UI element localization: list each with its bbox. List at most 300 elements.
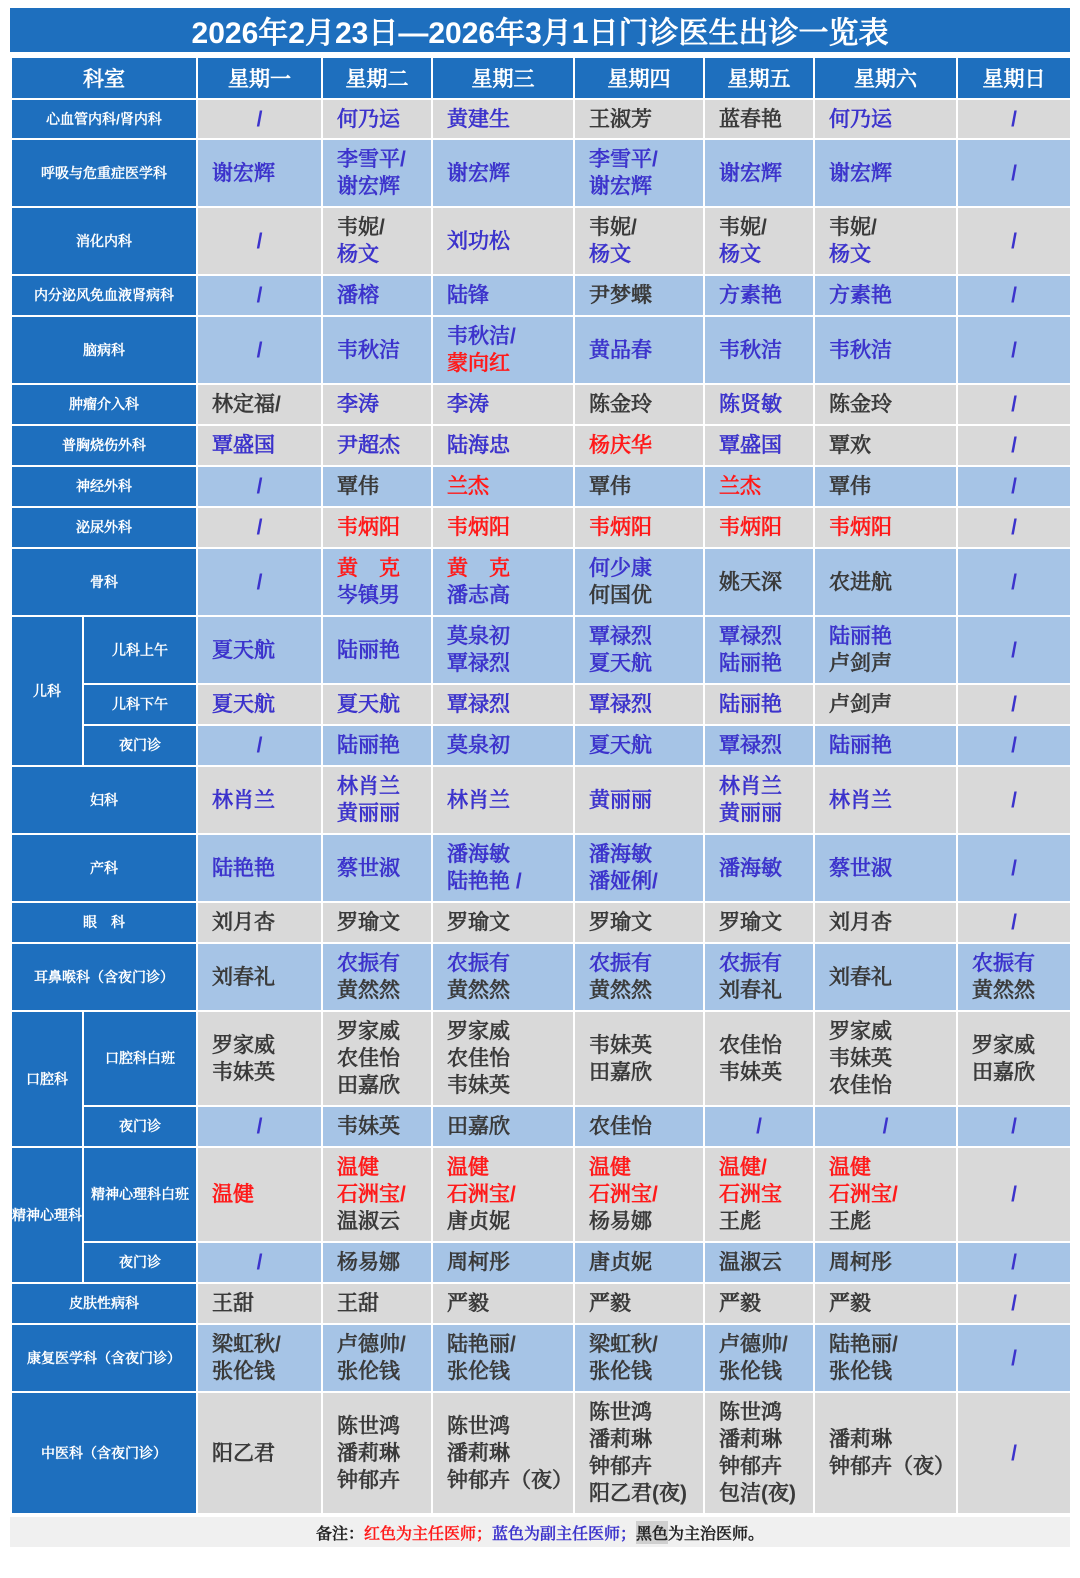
no-clinic-mark: / (256, 229, 263, 253)
schedule-cell (957, 616, 1071, 684)
schedule-cell (432, 384, 574, 425)
doctor-name: 韦妹英 (212, 1060, 275, 1084)
note-blue: 蓝色为副主任医师； (491, 1525, 636, 1543)
doctor-name: 张伦钱 (212, 1360, 275, 1383)
legend-note (10, 1517, 1070, 1547)
department-cell: 心血管内科/肾内科 (11, 99, 197, 139)
doctor-name: 谢宏辉 (337, 175, 400, 198)
doctor-name: 陆丽艳 (719, 693, 782, 716)
doctor-name: 刘春礼 (212, 965, 275, 989)
schedule-cell (704, 725, 814, 766)
schedule-cell (957, 425, 1071, 466)
schedule-cell (432, 507, 574, 548)
doctor-name: 石洲宝/ (337, 1183, 406, 1206)
no-clinic-mark: / (1011, 338, 1017, 362)
doctor-name: 温淑云 (337, 1210, 400, 1233)
no-clinic-mark: / (1011, 911, 1017, 934)
doctor-name: 唐贞妮 (589, 1251, 652, 1274)
schedule-cell (957, 766, 1071, 834)
schedule-cell (197, 834, 322, 902)
schedule-cell (704, 275, 814, 316)
doctor-name: 兰杰 (719, 475, 761, 498)
schedule-cell (322, 1324, 432, 1392)
schedule-row (11, 1283, 1071, 1324)
doctor-name: 温健 (212, 1183, 254, 1206)
department-cell: 中医科（含夜门诊） (11, 1392, 197, 1514)
schedule-cell (957, 834, 1071, 902)
doctor-name: 罗瑜文 (447, 911, 510, 934)
schedule-row (11, 99, 1071, 139)
schedule-cell (704, 1147, 814, 1242)
doctor-name: 夏天航 (212, 693, 275, 716)
schedule-cell (322, 507, 432, 548)
schedule-cell (432, 1392, 574, 1514)
doctor-name: 梁虹秋/ (212, 1333, 281, 1356)
doctor-name: 谢宏辉 (212, 161, 275, 185)
schedule-cell (197, 1106, 322, 1147)
schedule-cell (197, 616, 322, 684)
schedule-cell (957, 207, 1071, 275)
doctor-name: 卢德帅/ (719, 1333, 788, 1356)
schedule-cell (574, 507, 704, 548)
doctor-name: 农振有 (447, 952, 510, 975)
doctor-name: 田嘉欣 (589, 1060, 652, 1084)
note-black-tail: 为主治医师。 (668, 1525, 765, 1543)
doctor-name: 钟郁卉（夜） (447, 1468, 573, 1492)
doctor-name: 陈贤敏 (719, 393, 782, 416)
doctor-name: 兰杰 (447, 475, 489, 498)
doctor-name: 黄然然 (972, 979, 1035, 1002)
doctor-name: 温淑云 (719, 1251, 782, 1274)
doctor-name: 罗瑜文 (337, 911, 400, 934)
doctor-name: 黄然然 (447, 979, 510, 1002)
doctor-name: 陆丽艳 (829, 734, 892, 757)
doctor-name: 温健 (447, 1156, 489, 1179)
schedule-cell (197, 1147, 322, 1242)
doctor-name: 韦炳阳 (719, 516, 782, 539)
doctor-name: 杨庆华 (589, 434, 652, 457)
doctor-name: 卢剑声 (829, 693, 892, 716)
doctor-name: 温健/ (719, 1156, 767, 1179)
schedule-cell (704, 1242, 814, 1283)
schedule-cell (957, 139, 1071, 207)
doctor-name: 张伦钱 (829, 1360, 892, 1383)
schedule-cell (814, 725, 957, 766)
page-title: 2026年2月23日—2026年3月1日门诊医生出诊一览表 (10, 8, 1070, 52)
doctor-name: 潘娅俐/ (589, 870, 658, 893)
department-cell: 肿瘤介入科 (11, 384, 197, 425)
schedule-row (11, 548, 1071, 616)
schedule-cell (814, 425, 957, 466)
doctor-name: 莫泉初 (447, 734, 510, 757)
schedule-cell (574, 1324, 704, 1392)
doctor-name: 韦炳阳 (337, 516, 400, 539)
doctor-name: 农振有 (589, 952, 652, 975)
schedule-cell (704, 1106, 814, 1147)
doctor-name: 罗家威 (337, 1020, 400, 1043)
doctor-name: 田嘉欣 (447, 1115, 510, 1138)
doctor-name: 黄 克 (337, 557, 400, 580)
doctor-name: 李涛 (447, 393, 489, 416)
doctor-name: 林肖兰 (212, 788, 275, 812)
schedule-cell (814, 1283, 957, 1324)
department-cell: 妇科 (11, 766, 197, 834)
doctor-name: 石洲宝/ (447, 1183, 516, 1206)
schedule-cell (814, 616, 957, 684)
doctor-name: 钟郁卉（夜） (829, 1455, 955, 1478)
schedule-cell (574, 316, 704, 384)
schedule-row (11, 766, 1071, 834)
no-clinic-mark: / (1011, 516, 1017, 539)
schedule-cell (704, 902, 814, 943)
doctor-name: 张伦钱 (719, 1360, 782, 1383)
schedule-cell (322, 139, 432, 207)
doctor-name: 潘海敏 (447, 843, 510, 866)
doctor-name: 王甜 (212, 1292, 254, 1315)
schedule-cell (322, 1147, 432, 1242)
schedule-cell (432, 207, 574, 275)
doctor-name: 陆艳丽/ (447, 1333, 516, 1356)
note-red: 红色为主任医师； (363, 1525, 492, 1543)
schedule-cell (197, 425, 322, 466)
doctor-name: 罗家威 (829, 1020, 892, 1043)
schedule-cell (432, 1283, 574, 1324)
doctor-name: 农佳怡 (829, 1074, 892, 1097)
schedule-cell (197, 507, 322, 548)
doctor-name: 岑镇男 (337, 584, 400, 607)
schedule-body (11, 99, 1071, 1514)
doctor-name: 覃伟 (589, 475, 631, 498)
schedule-cell (704, 834, 814, 902)
schedule-cell (322, 466, 432, 507)
doctor-name: 韦秋洁 (337, 338, 400, 362)
no-clinic-mark: / (1011, 475, 1017, 498)
schedule-cell (574, 425, 704, 466)
schedule-cell (704, 943, 814, 1011)
no-clinic-mark: / (256, 1251, 263, 1274)
doctor-name: 陈世鸿 (447, 1414, 510, 1438)
doctor-name: 潘莉琳 (719, 1428, 782, 1451)
doctor-name: 覃禄烈 (719, 734, 782, 757)
doctor-name: 钟郁卉 (589, 1455, 652, 1478)
schedule-cell (322, 384, 432, 425)
doctor-name: 何乃运 (337, 107, 400, 131)
schedule-cell (574, 1283, 704, 1324)
doctor-name: 覃禄烈 (589, 693, 652, 716)
header-row (11, 57, 1071, 99)
schedule-cell (197, 207, 322, 275)
no-clinic-mark: / (256, 570, 263, 594)
doctor-name: 何国优 (589, 584, 652, 607)
schedule-cell (574, 548, 704, 616)
schedule-row (11, 207, 1071, 275)
schedule-table (10, 56, 1072, 1515)
schedule-cell (432, 1011, 574, 1106)
schedule-row (11, 1324, 1071, 1392)
schedule-cell (704, 1392, 814, 1514)
sub-department-cell: 夜门诊 (83, 1106, 197, 1147)
schedule-cell (957, 466, 1071, 507)
doctor-name: 黄 克 (447, 557, 510, 580)
doctor-name: 田嘉欣 (337, 1074, 400, 1097)
schedule-cell (814, 1324, 957, 1392)
no-clinic-mark: / (1011, 107, 1017, 131)
no-clinic-mark: / (1011, 1441, 1017, 1465)
department-cell: 康复医学科（含夜门诊） (11, 1324, 197, 1392)
schedule-cell (197, 943, 322, 1011)
no-clinic-mark: / (256, 516, 263, 539)
doctor-name: 尹梦蝶 (589, 284, 652, 307)
doctor-name: 包洁(夜) (719, 1482, 796, 1505)
schedule-cell (197, 684, 322, 725)
doctor-name: 蔡世淑 (829, 856, 892, 880)
note-prefix: 备注： (315, 1525, 364, 1543)
schedule-row (11, 902, 1071, 943)
schedule-cell (197, 1324, 322, 1392)
schedule-cell (322, 548, 432, 616)
no-clinic-mark: / (256, 734, 263, 757)
department-cell: 耳鼻喉科（含夜门诊） (11, 943, 197, 1011)
doctor-name: 张伦钱 (447, 1360, 510, 1383)
doctor-name: 覃禄烈 (719, 625, 782, 648)
department-cell: 泌尿外科 (11, 507, 197, 548)
schedule-cell (814, 275, 957, 316)
doctor-name: 周柯彤 (829, 1251, 892, 1274)
doctor-name: 韦妹英 (719, 1060, 782, 1084)
schedule-cell (957, 1324, 1071, 1392)
schedule-cell (574, 139, 704, 207)
no-clinic-mark: / (1011, 1251, 1017, 1274)
no-clinic-mark: / (1011, 393, 1017, 416)
schedule-cell (322, 902, 432, 943)
doctor-name: 蒙向红 (447, 352, 510, 375)
doctor-name: 罗家威 (212, 1033, 275, 1057)
doctor-name: 韦秋洁 (829, 338, 892, 362)
schedule-cell (322, 834, 432, 902)
doctor-name: 韦妮/ (589, 216, 637, 239)
doctor-name: 韦秋洁/ (447, 325, 516, 348)
schedule-cell (814, 99, 957, 139)
schedule-cell (704, 99, 814, 139)
schedule-cell (197, 902, 322, 943)
schedule-cell (432, 425, 574, 466)
schedule-cell (432, 616, 574, 684)
doctor-name: 罗瑜文 (589, 911, 652, 934)
department-cell: 皮肤性病科 (11, 1283, 197, 1324)
schedule-cell (957, 1283, 1071, 1324)
doctor-name: 何少康 (589, 557, 652, 580)
doctor-name: 农进航 (829, 570, 892, 594)
schedule-cell (432, 139, 574, 207)
doctor-name: 石洲宝 (719, 1183, 782, 1206)
schedule-row (11, 425, 1071, 466)
schedule-cell (957, 684, 1071, 725)
schedule-cell (957, 548, 1071, 616)
schedule-row (11, 275, 1071, 316)
schedule-cell (432, 725, 574, 766)
doctor-name: 夏天航 (212, 638, 275, 662)
schedule-cell (574, 1392, 704, 1514)
doctor-name: 杨文 (589, 243, 631, 266)
schedule-cell (432, 275, 574, 316)
doctor-name: 夏天航 (589, 652, 652, 675)
doctor-name: 潘海敏 (589, 843, 652, 866)
schedule-cell (432, 99, 574, 139)
doctor-name: 韦妹英 (589, 1033, 652, 1057)
schedule-cell (197, 1242, 322, 1283)
doctor-name: 农佳怡 (337, 1047, 400, 1070)
doctor-name: 尹超杰 (337, 434, 400, 457)
doctor-name: 刘月杏 (212, 911, 275, 934)
doctor-name: 王彪 (829, 1210, 871, 1233)
schedule-cell (432, 766, 574, 834)
doctor-name: 陆丽艳 (829, 625, 892, 648)
doctor-name: 陈世鸿 (337, 1414, 400, 1438)
schedule-cell (957, 1242, 1071, 1283)
schedule-cell (432, 834, 574, 902)
doctor-name: 陈金玲 (829, 393, 892, 416)
schedule-cell (704, 548, 814, 616)
schedule-cell (574, 275, 704, 316)
doctor-name: 潘海敏 (719, 856, 782, 880)
schedule-cell (197, 316, 322, 384)
no-clinic-mark: / (1011, 1292, 1017, 1315)
schedule-cell (814, 384, 957, 425)
sub-department-cell: 口腔科白班 (83, 1011, 197, 1106)
doctor-name: 韦炳阳 (829, 516, 892, 539)
doctor-name: 陆海忠 (447, 434, 510, 457)
sub-department-cell: 夜门诊 (83, 1242, 197, 1283)
schedule-cell (814, 1392, 957, 1514)
schedule-cell (574, 684, 704, 725)
doctor-name: 林肖兰 (337, 775, 400, 798)
schedule-cell (432, 316, 574, 384)
doctor-name: 李雪平/ (589, 148, 658, 171)
doctor-name: 温健 (829, 1156, 871, 1179)
department-group-cell: 精神心理科 (11, 1147, 83, 1283)
doctor-name: 农振有 (719, 952, 782, 975)
schedule-row (11, 725, 1071, 766)
department-cell: 普胸烧伤外科 (11, 425, 197, 466)
doctor-name: 唐贞妮 (447, 1210, 510, 1233)
doctor-name: 覃欢 (829, 434, 871, 457)
schedule-cell (957, 99, 1071, 139)
doctor-name: 王彪 (719, 1210, 761, 1233)
doctor-name: 潘莉琳 (829, 1428, 892, 1451)
no-clinic-mark: / (1011, 1183, 1017, 1206)
department-cell: 消化内科 (11, 207, 197, 275)
doctor-name: 陆丽艳 (337, 638, 400, 662)
schedule-cell (197, 99, 322, 139)
doctor-name: 夏天航 (589, 734, 652, 757)
doctor-name: 潘莉琳 (589, 1428, 652, 1451)
department-group-cell: 口腔科 (11, 1011, 83, 1147)
doctor-name: 韦妹英 (829, 1047, 892, 1070)
no-clinic-mark: / (1011, 229, 1017, 253)
header-thu: 星期四 (574, 57, 704, 99)
doctor-name: 周柯彤 (447, 1251, 510, 1274)
schedule-cell (322, 943, 432, 1011)
sub-department-cell: 儿科下午 (83, 684, 197, 725)
schedule-cell (814, 1106, 957, 1147)
doctor-name: 陆艳艳 / (447, 870, 522, 893)
department-cell: 内分泌风免血液肾病科 (11, 275, 197, 316)
department-cell: 骨科 (11, 548, 197, 616)
department-cell: 神经外科 (11, 466, 197, 507)
schedule-cell (957, 943, 1071, 1011)
schedule-cell (322, 684, 432, 725)
schedule-cell (814, 834, 957, 902)
doctor-name: 黄丽丽 (337, 802, 400, 825)
schedule-cell (957, 1392, 1071, 1514)
schedule-cell (432, 943, 574, 1011)
schedule-row (11, 943, 1071, 1011)
schedule-row (11, 139, 1071, 207)
doctor-name: 夏天航 (337, 693, 400, 716)
doctor-name: 谢宏辉 (829, 161, 892, 185)
schedule-cell (957, 1147, 1071, 1242)
doctor-name: 卢剑声 (829, 652, 892, 675)
no-clinic-mark: / (256, 475, 263, 498)
doctor-name: 黄然然 (337, 979, 400, 1002)
doctor-name: 黄建生 (447, 107, 510, 131)
schedule-row (11, 1106, 1071, 1147)
schedule-cell (432, 466, 574, 507)
doctor-name: 陆艳丽/ (829, 1333, 898, 1356)
doctor-name: 姚天深 (719, 570, 782, 594)
doctor-name: 刘月杏 (829, 911, 892, 934)
doctor-name: 韦妮/ (829, 216, 877, 239)
doctor-name: 韦妹英 (337, 1115, 400, 1138)
schedule-cell (957, 725, 1071, 766)
schedule-cell (432, 1324, 574, 1392)
schedule-cell (704, 425, 814, 466)
doctor-name: 林定福/ (212, 393, 281, 416)
sub-department-cell: 夜门诊 (83, 725, 197, 766)
department-cell: 眼 科 (11, 902, 197, 943)
sub-department-cell: 精神心理科白班 (83, 1147, 197, 1242)
schedule-cell (704, 207, 814, 275)
schedule-cell (704, 1324, 814, 1392)
doctor-name: 林肖兰 (719, 775, 782, 798)
schedule-cell (574, 1106, 704, 1147)
no-clinic-mark: / (256, 1115, 263, 1138)
doctor-name: 钟郁卉 (719, 1455, 782, 1478)
doctor-name: 石洲宝/ (589, 1183, 658, 1206)
no-clinic-mark: / (1011, 788, 1017, 812)
schedule-cell (704, 766, 814, 834)
doctor-name: 梁虹秋/ (589, 1333, 658, 1356)
doctor-name: 覃伟 (337, 475, 379, 498)
doctor-name: 温健 (589, 1156, 631, 1179)
doctor-name: 罗家威 (447, 1020, 510, 1043)
schedule-cell (432, 548, 574, 616)
schedule-cell (814, 548, 957, 616)
no-clinic-mark: / (256, 107, 263, 131)
no-clinic-mark: / (1011, 1115, 1017, 1138)
schedule-cell (704, 616, 814, 684)
department-cell: 脑病科 (11, 316, 197, 384)
doctor-name: 杨易娜 (589, 1210, 652, 1233)
doctor-name: 陆丽艳 (719, 652, 782, 675)
schedule-cell (574, 1242, 704, 1283)
header-sun: 星期日 (957, 57, 1071, 99)
doctor-name: 覃盛国 (212, 434, 275, 457)
no-clinic-mark: / (1011, 434, 1017, 457)
sub-department-cell: 儿科上午 (83, 616, 197, 684)
schedule-cell (814, 207, 957, 275)
doctor-name: 王淑芳 (589, 107, 652, 131)
